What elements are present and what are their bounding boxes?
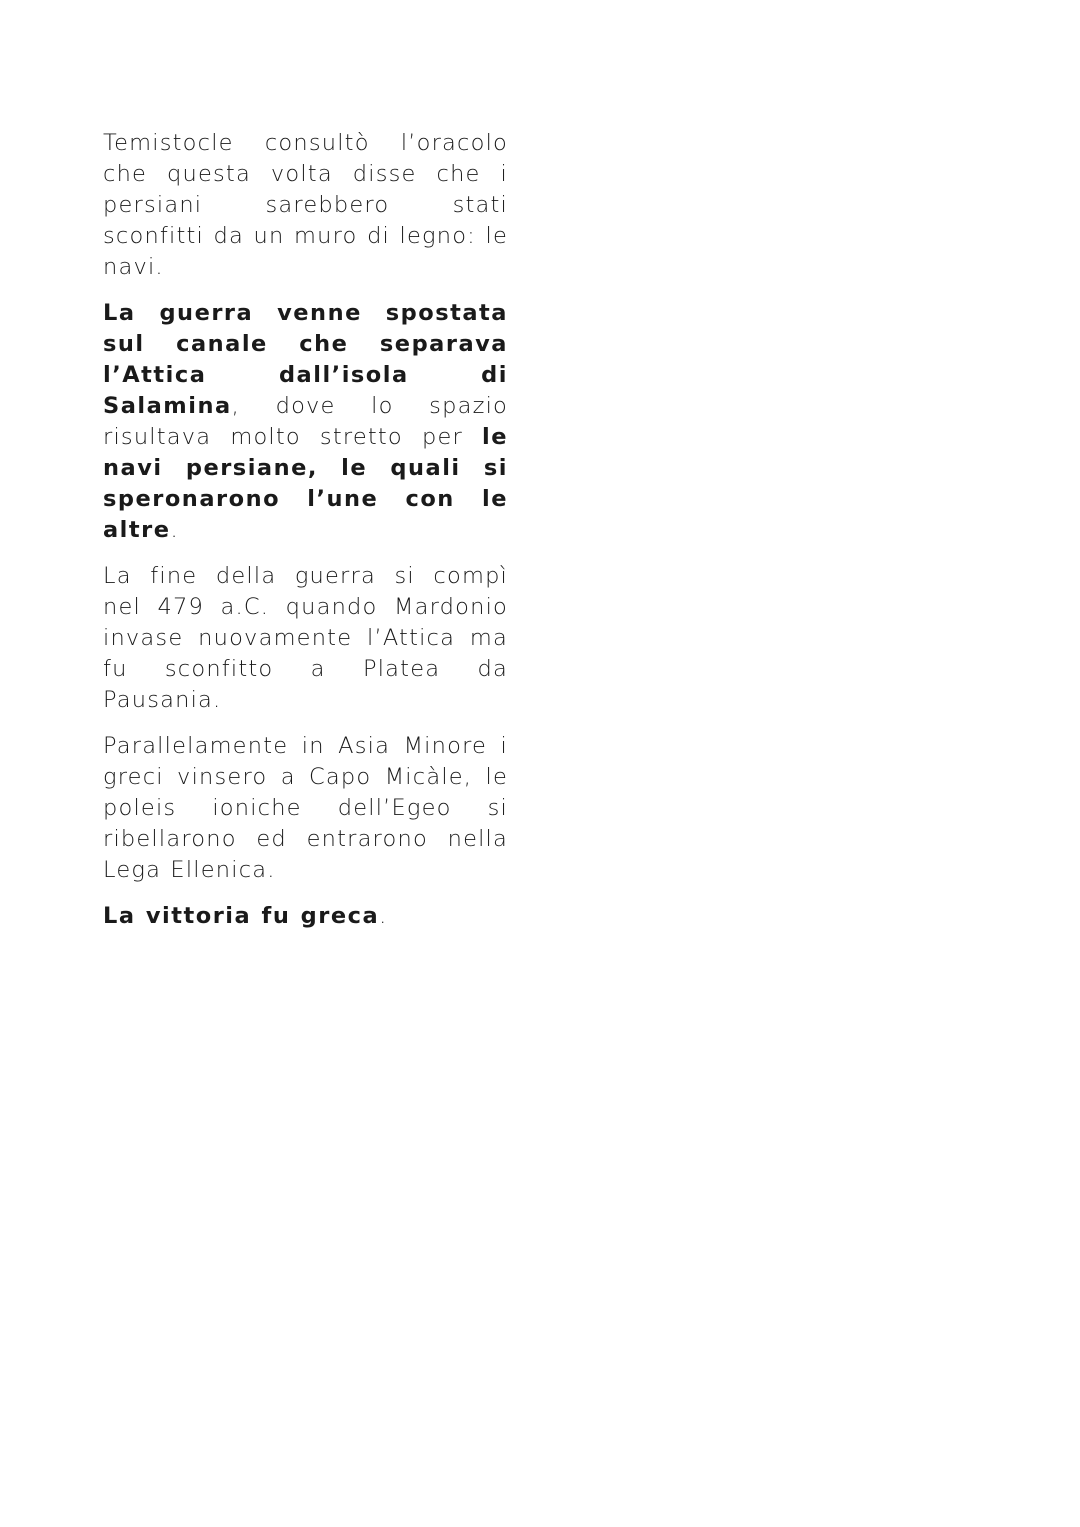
bold-text: La guerra venne spostata sul canale che separava l’Attica dall’isola di Salamina xyxy=(103,300,508,419)
paragraph-platea xyxy=(103,561,508,716)
paragraph-text: Parallelamente in Asia Minore i greci vinsero a Capo Micàle, le poleis ioniche dell’Egeo si ribellarono ed entrarono nella Lega Ellenica. xyxy=(103,733,508,883)
paragraph-text: . xyxy=(170,517,179,543)
paragraph-text: Temistocle consultò l’oracolo che questa volta disse che i persiani sarebbero stati sconfitti da un muro di legno: le navi. xyxy=(103,130,508,280)
bold-text: La vittoria fu greca xyxy=(103,903,380,929)
paragraph-oracle xyxy=(103,128,508,283)
paragraph-micale xyxy=(103,731,508,886)
paragraph-text: La fine della guerra si compì nel 479 a.C. quando Mardonio invase nuovamente l’Attica ma fu sconfitto a Platea da Pausania. xyxy=(103,563,508,713)
text-column xyxy=(103,128,508,947)
paragraph-salamina xyxy=(103,298,508,546)
paragraph-text: . xyxy=(379,903,388,929)
bold-text: le navi persiane, le quali si speronarono l’une con le altre xyxy=(103,424,508,543)
paragraph-victory xyxy=(103,901,508,932)
paragraph-text: , dove lo spazio risultava molto stretto per xyxy=(103,393,508,450)
